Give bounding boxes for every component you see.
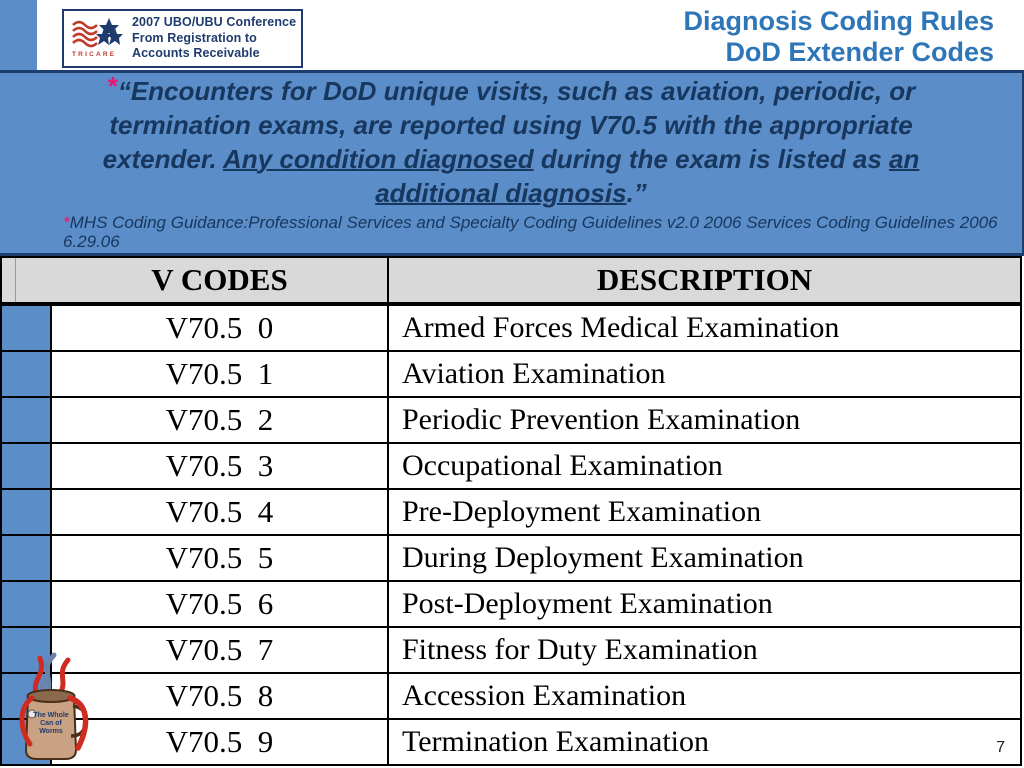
quote-underlined-2: an additional diagnosis — [375, 144, 920, 208]
row-accent-strip — [2, 352, 52, 398]
description-cell: Periodic Prevention Examination — [389, 398, 1020, 444]
description-cell: Armed Forces Medical Examination — [389, 306, 1020, 352]
page-number: 7 — [996, 739, 1005, 756]
logo-line-1: 2007 UBO/UBU Conference — [132, 15, 297, 30]
slide-title — [683, 6, 994, 68]
quote-underlined-1: Any condition diagnosed — [223, 144, 534, 174]
description-cell: Termination Examination — [402, 725, 709, 758]
tricare-brand-text: TRICARE — [72, 50, 117, 58]
vcode-cell: V70.5 2 — [52, 398, 389, 444]
quote-banner — [0, 70, 1024, 256]
table-row — [2, 352, 1020, 398]
banner-footnote — [63, 213, 1021, 251]
vcode-cell: V70.5 6 — [52, 582, 389, 628]
row-accent-strip — [2, 490, 52, 536]
can-of-worms-logo — [2, 650, 100, 768]
table-row — [2, 720, 1020, 764]
quote-text-2: during the exam is listed as — [533, 144, 890, 174]
can-label-text: The Whole Can of Worms — [33, 712, 69, 735]
table-row — [2, 398, 1020, 444]
table-row — [2, 490, 1020, 536]
vcode-cell: V70.5 3 — [52, 444, 389, 490]
vcode-table — [0, 256, 1022, 766]
description-cell: During Deployment Examination — [389, 536, 1020, 582]
logo-line-3: Accounts Receivable — [132, 46, 260, 61]
conference-logo-text — [132, 15, 296, 62]
vcode-table-body — [2, 306, 1020, 764]
row-accent-strip — [2, 582, 52, 628]
header-spacer-cell — [2, 258, 52, 306]
table-row — [2, 674, 1020, 720]
row-accent-strip — [2, 536, 52, 582]
vcode-cell: V70.5 5 — [52, 536, 389, 582]
vcode-cell: V70.5 4 — [52, 490, 389, 536]
description-cell: Post-Deployment Examination — [389, 582, 1020, 628]
header-vcodes: V CODES — [52, 258, 389, 306]
table-row — [2, 444, 1020, 490]
quote-text-1: “Encounters for DoD unique visits, such as aviation, periodic, or termination exams, are reported using V70.5 with the appropriate extender. — [102, 76, 916, 174]
vcode-cell: V70.5 7 — [52, 628, 389, 674]
table-header-row — [2, 258, 1020, 306]
can-of-worms-image — [2, 650, 100, 768]
quote-asterisk: * — [106, 71, 117, 101]
row-accent-strip — [2, 444, 52, 490]
vcode-cell: V70.5 8 — [52, 674, 389, 720]
vcode-cell: V70.5 9 — [52, 720, 389, 764]
conference-logo-box — [62, 9, 303, 68]
header-description: DESCRIPTION — [389, 258, 1020, 306]
footnote-text: MHS Coding Guidance:Professional Services and Specialty Coding Guidelines v2.0 2006 Services Coding Guidelines 2006 6.29.06 — [63, 213, 998, 251]
slide-title-line-2: DoD Extender Codes — [725, 37, 994, 67]
vcode-cell: V70.5 1 — [52, 352, 389, 398]
slide-title-line-1: Diagnosis Coding Rules — [683, 6, 994, 36]
description-cell: Aviation Examination — [389, 352, 1020, 398]
table-row — [2, 628, 1020, 674]
description-cell: Pre-Deployment Examination — [389, 490, 1020, 536]
row-accent-strip — [2, 306, 52, 352]
table-row — [2, 582, 1020, 628]
footnote-asterisk: * — [63, 213, 70, 232]
corner-accent-block — [0, 0, 37, 70]
row-accent-strip — [2, 398, 52, 444]
quote-text-3: .” — [626, 178, 647, 208]
logo-line-2: From Registration to — [132, 30, 257, 45]
banner-quote — [69, 71, 953, 210]
description-cell: Fitness for Duty Examination — [389, 628, 1020, 674]
tricare-logo-icon — [71, 16, 125, 62]
vcode-cell: V70.5 0 — [52, 306, 389, 352]
table-row — [2, 306, 1020, 352]
description-cell: Accession Examination — [389, 674, 1020, 720]
table-row — [2, 536, 1020, 582]
description-cell: Occupational Examination — [389, 444, 1020, 490]
